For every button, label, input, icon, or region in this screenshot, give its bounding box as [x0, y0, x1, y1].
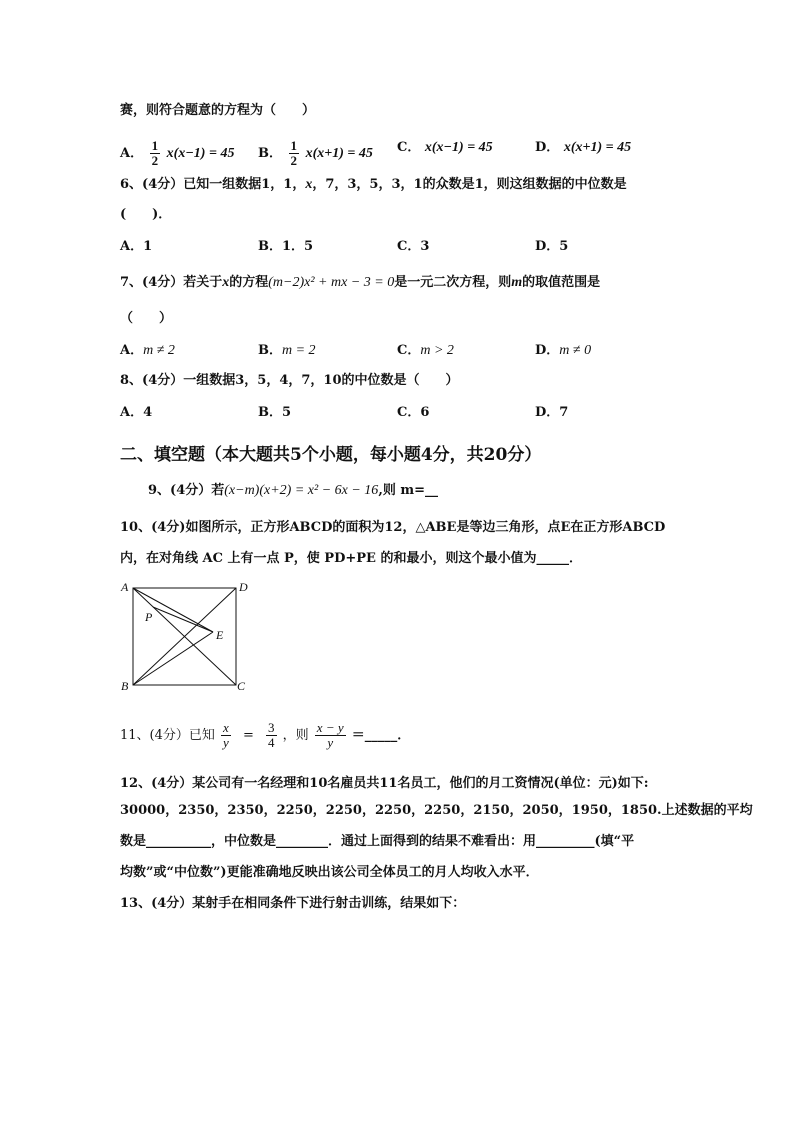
label-a: A	[121, 580, 129, 594]
option-expr: x(x+1) = 45	[305, 146, 373, 161]
q7-text-tail: 的取值范围是	[522, 275, 601, 290]
fraction: $\frac{1}{2}$	[151, 138, 159, 168]
q7-var: x	[222, 275, 230, 290]
segment-be	[133, 632, 213, 685]
q7-text-mid: 的方程	[229, 275, 269, 290]
q8-stem: 8、(4分）一组数据3，5，4，7，10的中位数是（ ）	[120, 373, 459, 388]
q6-stem	[120, 176, 627, 194]
option-label: B．	[258, 343, 282, 358]
option-label: D．	[535, 343, 560, 358]
q13-stem: 13、(4分）某射手在相同条件下进行射击训练，结果如下：	[120, 896, 466, 911]
q7-var2: m	[511, 275, 523, 290]
q6-text: 6、(4分）已知一组数据1，1，	[120, 177, 306, 192]
label-e: E	[216, 628, 224, 642]
q12-stem-line3: 数是__________，中位数是________．通过上面得到的结果不难看出：用_________(填“平	[120, 834, 635, 849]
q7-stem-line2: （ ）	[120, 311, 173, 326]
equals-sign: =	[242, 728, 254, 743]
q6-var: x	[305, 177, 313, 192]
label-p: P	[145, 610, 153, 624]
q7-stem	[120, 274, 600, 292]
q9-stem	[148, 482, 438, 500]
q7-option-c	[397, 342, 454, 360]
q12-stem-line1: 12、(4分）某公司有一名经理和10名雇员共11名员工，他们的月工资情况(单位：元)如下:	[120, 776, 649, 791]
option-label: D．	[535, 140, 560, 155]
q12-stem-line2: 30000，2350，2350，2250，2250，2250，2250，2150，2050，1950，1850.上述数据的平均	[120, 803, 753, 818]
fraction: $\frac{1}{2}$	[290, 138, 298, 168]
q11-text: 11、(4分）已知	[120, 728, 215, 743]
option-label: B．	[258, 146, 282, 161]
option-label: C．	[397, 343, 421, 358]
option-expr: m = 2	[282, 343, 316, 358]
q7-equation: (m−2)x² + mx − 3 = 0	[268, 275, 395, 290]
q8-option-b: B．5	[258, 405, 292, 420]
q9-text: 9、(4分）若	[148, 483, 225, 498]
q7-text-mid2: 是一元二次方程，则	[394, 275, 512, 290]
q10-stem-line1: 10、(4分)如图所示，正方形ABCD的面积为12，△ABE是等边三角形，点E在正方形ABCD	[120, 520, 666, 535]
q5-stem-tail: 赛，则符合题意的方程为（ ）	[120, 103, 316, 118]
q11-text-tail: ＝_____．	[351, 728, 411, 743]
q8-option-c: C．6	[397, 405, 430, 420]
square-figure	[115, 578, 255, 696]
fraction-x-over-y: $\frac{x}{y}$	[223, 720, 229, 750]
label-b: B	[121, 679, 129, 693]
q12-stem-line4: 均数”或“中位数”)更能准确地反映出该公司全体员工的月人均收入水平．	[120, 865, 539, 880]
q5-option-a	[120, 139, 234, 168]
q9-text-tail: ,则 m=__	[378, 483, 439, 498]
option-expr: x(x−1) = 45	[166, 146, 235, 161]
section-title: 二、填空题（本大题共5个小题，每小题4分，共20分）	[120, 445, 542, 465]
option-label: C．	[397, 140, 421, 155]
label-c: C	[237, 679, 246, 693]
q11-text-mid: ，则	[282, 728, 309, 743]
segment-pe	[153, 607, 213, 632]
q6-option-c: C．3	[397, 239, 430, 254]
q6-stem-line2: ( )．	[120, 207, 172, 222]
q8-option-d: D．7	[535, 405, 569, 420]
q6-option-a: A．1	[120, 239, 153, 254]
q5-option-c	[397, 139, 493, 157]
q5-option-b	[258, 139, 373, 168]
option-label: A．	[120, 146, 144, 161]
q5-option-d	[535, 139, 631, 157]
q7-option-b	[258, 342, 316, 360]
option-label: A．	[120, 343, 144, 358]
label-d: D	[239, 580, 248, 594]
q7-option-d	[535, 342, 591, 360]
fraction-3-over-4: $\frac{3}{4}$	[268, 720, 275, 750]
option-expr: m ≠ 2	[143, 343, 175, 358]
q8-option-a: A．4	[120, 405, 153, 420]
q11-stem	[120, 718, 410, 754]
option-expr: x(x+1) = 45	[563, 140, 632, 155]
q7-text: 7、(4分）若关于	[120, 275, 223, 290]
q10-stem-line2: 内，在对角线 AC 上有一点 P，使 PD+PE 的和最小，则这个最小值为_____．	[120, 551, 582, 566]
fraction-x-minus-y-over-y: $\frac{x - y}{y}$	[316, 720, 344, 750]
q6-option-d: D．5	[535, 239, 569, 254]
option-expr: x(x−1) = 45	[424, 140, 493, 155]
q6-option-b: B．1．5	[258, 239, 314, 254]
q9-equation: (x−m)(x+2) = x² − 6x − 16	[224, 483, 379, 498]
option-expr: m > 2	[420, 343, 454, 358]
q6-text-tail: ，7，3，5，3，1的众数是1，则这组数据的中位数是	[312, 177, 627, 192]
option-expr: m ≠ 0	[559, 343, 592, 358]
q7-option-a	[120, 342, 175, 360]
